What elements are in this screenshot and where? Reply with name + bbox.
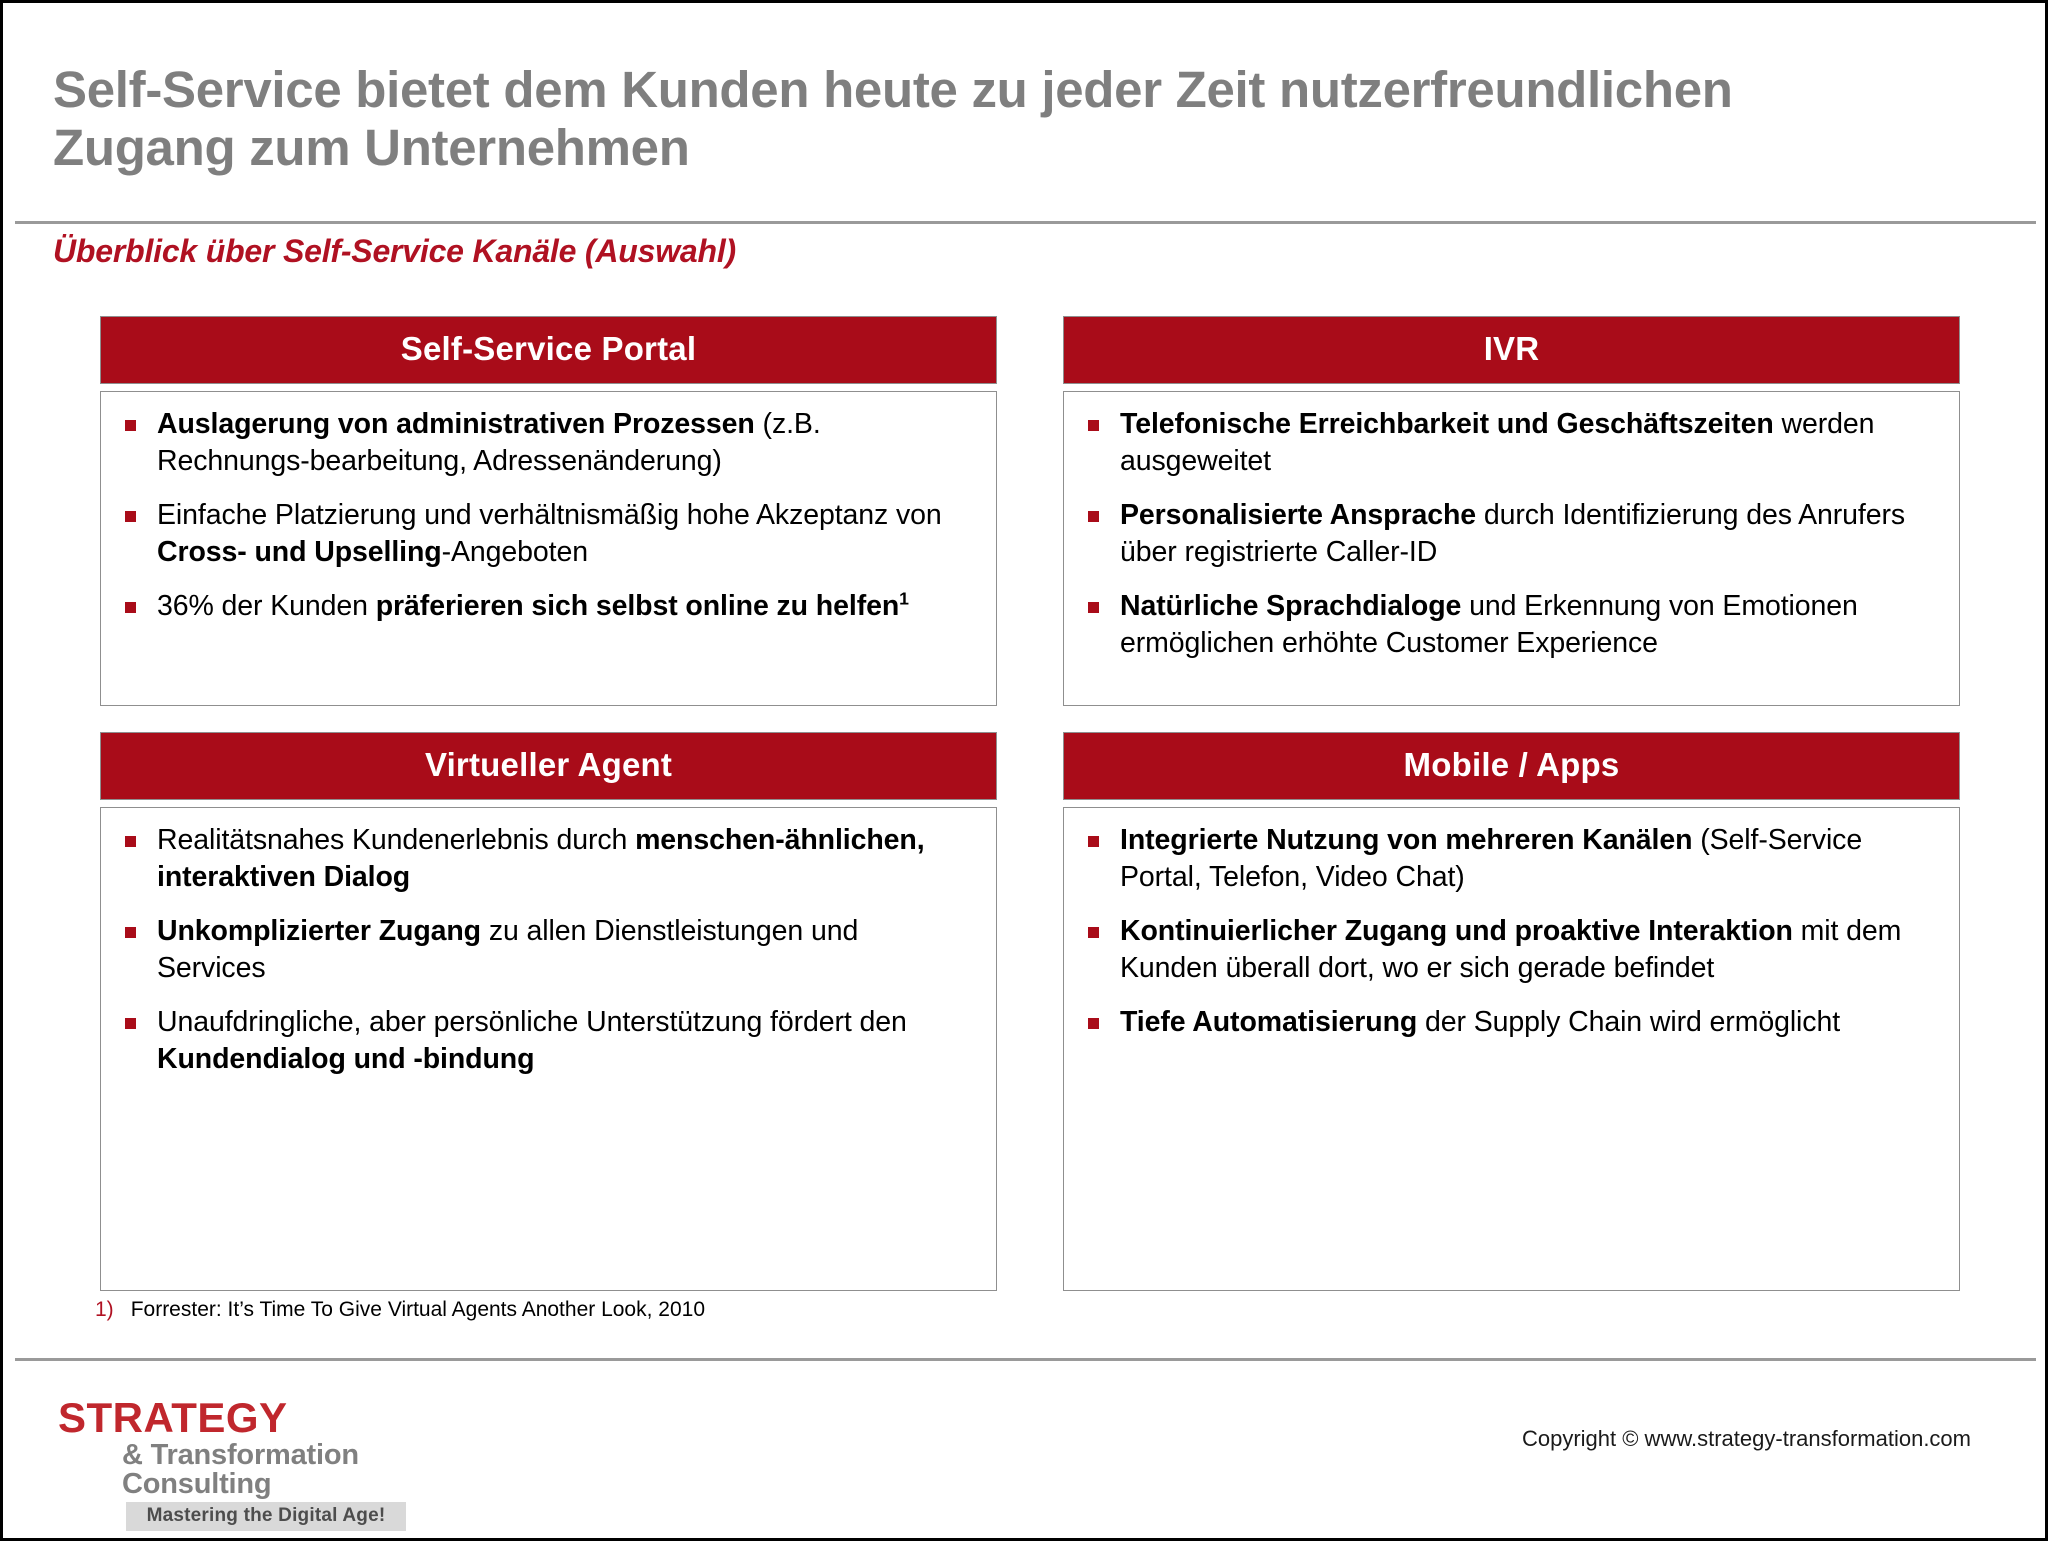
- bullet-list-ivr: [1086, 406, 1937, 662]
- bullet-item: [1086, 822, 1937, 896]
- bullet-list-virtueller-agent: [123, 822, 974, 1078]
- bullet-text-run: mit dem Kunden überall dort, wo er sich gerade befindet: [1120, 915, 1902, 985]
- title-divider: [15, 221, 2036, 224]
- bullet-item: [1086, 588, 1937, 662]
- bullet-item: [123, 822, 974, 896]
- bullet-text-run: Telefonische Erreichbarkeit und Geschäftszeiten: [1120, 408, 1774, 440]
- slide-subtitle: Überblick über Self-Service Kanäle (Auswahl): [53, 233, 736, 269]
- bullet-text-run: Kundendialog und -bindung: [157, 1043, 535, 1076]
- bullet-text-run: Unkomplizierter Zugang: [157, 915, 481, 948]
- card-body-virtueller-agent: [100, 807, 997, 1291]
- footnote-text: Forrester: It’s Time To Give Virtual Agents Another Look, 2010: [130, 1298, 705, 1321]
- card-body-self-service-portal: [100, 391, 997, 706]
- bullet-text-run: Realitätsnahes Kundenerlebnis durch: [157, 824, 636, 856]
- logo-transformation-text: & Transformation Consulting: [122, 1439, 359, 1500]
- bullet-item: [123, 588, 974, 625]
- bullet-item: [123, 1004, 974, 1078]
- channel-card-grid: [100, 316, 1960, 1291]
- bullet-text-run: präferieren sich selbst online zu helfen: [375, 590, 900, 623]
- footer-divider: [15, 1358, 2036, 1361]
- card-virtueller-agent: [100, 732, 997, 1291]
- bullet-text-run: Auslagerung von administrativen Prozessen: [157, 408, 755, 440]
- card-mobile-apps: [1063, 732, 1960, 1291]
- card-body-mobile-apps: [1063, 807, 1960, 1291]
- logo-strategy-text: STRATEGY: [58, 1394, 288, 1441]
- card-header-virtueller-agent: Virtueller Agent: [100, 732, 997, 800]
- bullet-text-run: Unaufdringliche, aber persönliche Unterstützung fördert den: [157, 1006, 907, 1039]
- bullet-text-run: zu allen Dienstleistungen und Services: [157, 915, 859, 985]
- title-block: [53, 61, 1753, 177]
- bullet-text-run: der Supply Chain wird ermöglicht: [1417, 1006, 1841, 1039]
- bullet-text-run: 36% der Kunden: [157, 590, 376, 623]
- bullet-text-run: durch Identifizierung des Anrufers über registrierte Caller-ID: [1120, 499, 1906, 569]
- logo-tagline: Mastering the Digital Age!: [126, 1502, 406, 1531]
- card-body-ivr: [1063, 391, 1960, 706]
- bullet-text-run: Einfache Platzierung und verhältnismäßig hohe Akzeptanz von: [157, 499, 942, 532]
- bullet-list-self-service-portal: [123, 406, 974, 625]
- bullet-list-mobile-apps: [1086, 822, 1937, 1041]
- bullet-text-run: Personalisierte Ansprache: [1120, 499, 1477, 532]
- bullet-text-run: werden ausgeweitet: [1120, 408, 1875, 478]
- footnote: [95, 1298, 705, 1322]
- card-ivr: [1063, 316, 1960, 706]
- bullet-text-run: (z.B. Rechnungs-bearbeitung, Adressenänderung): [157, 408, 821, 478]
- bullet-item: [1086, 497, 1937, 571]
- copyright-text: Copyright © www.strategy-transformation.com: [1521, 1426, 1971, 1451]
- bullet-text-run: Kontinuierlicher Zugang und proaktive Interaktion: [1120, 915, 1793, 948]
- bullet-text-run: Natürliche Sprachdialoge: [1120, 590, 1462, 623]
- bullet-item: [1086, 913, 1937, 987]
- bullet-text-run: Integrierte Nutzung von mehreren Kanälen: [1120, 824, 1693, 856]
- card-self-service-portal: [100, 316, 997, 706]
- bullet-item: [1086, 406, 1937, 480]
- bullet-text-run: menschen-ähnlichen, interaktiven Dialog: [157, 824, 925, 894]
- card-header-ivr: IVR: [1063, 316, 1960, 384]
- bullet-text-run: (Self-Service Portal, Telefon, Video Chat): [1120, 824, 1863, 894]
- page-title: Self-Service bietet dem Kunden heute zu jeder Zeit nutzerfreundlichen Zugang zum Unternehmen: [53, 61, 1733, 177]
- bullet-text-run: und Erkennung von Emotionen ermöglichen erhöhte Customer Experience: [1120, 590, 1858, 660]
- card-header-mobile-apps: Mobile / Apps: [1063, 732, 1960, 800]
- bullet-item: [123, 497, 974, 571]
- bullet-item: [123, 406, 974, 480]
- bullet-text-run: Tiefe Automatisierung: [1120, 1006, 1418, 1039]
- footnote-marker: 1): [95, 1298, 114, 1321]
- bullet-item: [123, 913, 974, 987]
- company-logo: [58, 1394, 478, 1531]
- bullet-text-run: Cross- und Upselling: [157, 536, 442, 569]
- footnote-ref: 1: [899, 588, 909, 609]
- card-header-self-service-portal: Self-Service Portal: [100, 316, 997, 384]
- bullet-text-run: -Angeboten: [441, 536, 588, 569]
- bullet-item: [1086, 1004, 1937, 1041]
